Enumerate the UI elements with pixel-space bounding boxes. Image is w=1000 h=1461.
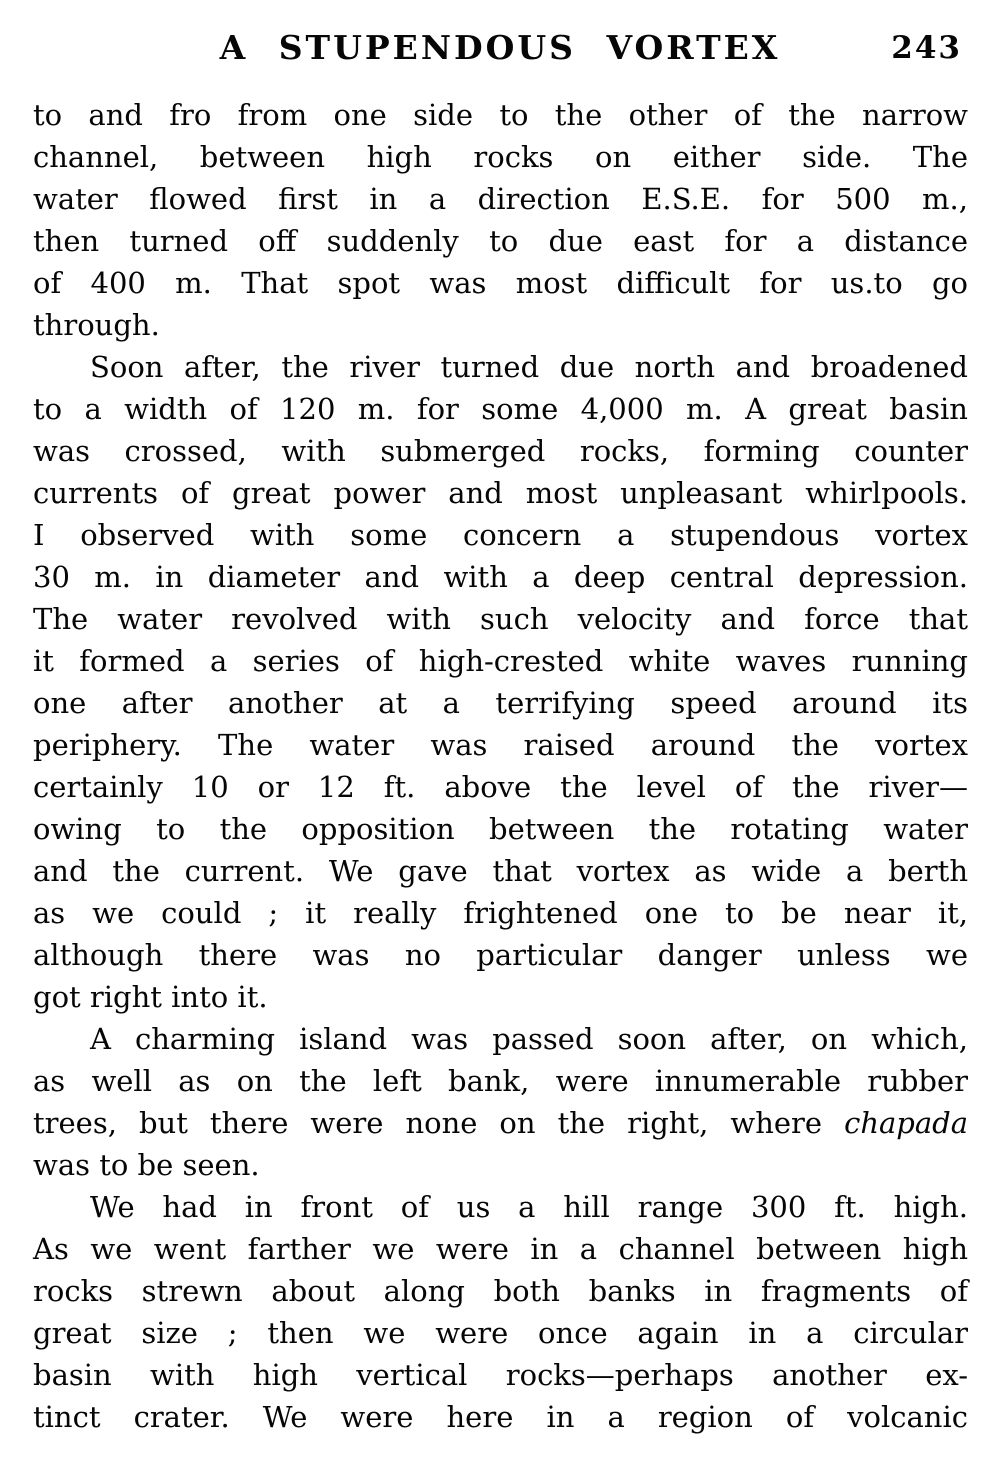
text-line: basin with high vertical rocks—perhaps another ex- <box>33 1358 968 1392</box>
text-line: channel, between high rocks on either side. The <box>33 140 968 174</box>
text-line: As we went farther we were in a channel between high <box>33 1232 968 1266</box>
paragraph <box>33 346 968 1018</box>
text-line: and the current. We gave that vortex as wide a berth <box>33 854 968 888</box>
paragraph <box>33 1018 968 1186</box>
text-line: through. <box>33 308 160 342</box>
text-line: to and fro from one side to the other of the narrow <box>33 98 968 132</box>
text-line: although there was no particular danger unless we <box>33 938 968 972</box>
text-line: was crossed, with submerged rocks, forming counter <box>33 434 968 468</box>
text-line: tinct crater. We were here in a region of volcanic <box>33 1400 968 1434</box>
text-line: one after another at a terrifying speed around its <box>33 686 968 720</box>
text-line: of 400 m. That spot was most difficult for us.to go <box>33 266 968 300</box>
text-line: to a width of 120 m. for some 4,000 m. A great basin <box>33 392 968 426</box>
text-line: got right into it. <box>33 980 268 1014</box>
text-line: currents of great power and most unpleasant whirlpools. <box>33 476 968 510</box>
page-title: A STUPENDOUS VORTEX <box>219 28 781 67</box>
text-line: great size ; then we were once again in a circular <box>33 1316 968 1350</box>
text-line: The water revolved with such velocity and force that <box>33 602 968 636</box>
running-head <box>0 28 1000 76</box>
page-number: 243 <box>891 30 962 66</box>
text-line: owing to the opposition between the rotating water <box>33 812 968 846</box>
text-line: then turned off suddenly to due east for a distance <box>33 224 968 258</box>
text-line: I observed with some concern a stupendous vortex <box>33 518 968 552</box>
text-line: Soon after, the river turned due north and broadened <box>90 350 968 384</box>
paragraph <box>33 1186 968 1438</box>
text-line: it formed a series of high-crested white waves running <box>33 644 968 678</box>
text-line: rocks strewn about along both banks in fragments of <box>33 1274 968 1308</box>
paragraph <box>33 94 968 346</box>
text-line: periphery. The water was raised around the vortex <box>33 728 968 762</box>
text-line: as well as on the left bank, were innumerable rubber <box>33 1064 968 1098</box>
page-body <box>33 94 968 1438</box>
text-line: trees, but there were none on the right, where chapada <box>33 1106 968 1140</box>
text-line: as we could ; it really frightened one to be near it, <box>33 896 968 930</box>
text-line: certainly 10 or 12 ft. above the level of the river— <box>33 770 968 804</box>
text-line: A charming island was passed soon after, on which, <box>90 1022 968 1056</box>
text-line: We had in front of us a hill range 300 ft. high. <box>90 1190 968 1224</box>
text-line: was to be seen. <box>33 1148 260 1182</box>
text-line: 30 m. in diameter and with a deep central depression. <box>33 560 968 594</box>
text-line: water flowed first in a direction E.S.E. for 500 m., <box>33 182 968 216</box>
